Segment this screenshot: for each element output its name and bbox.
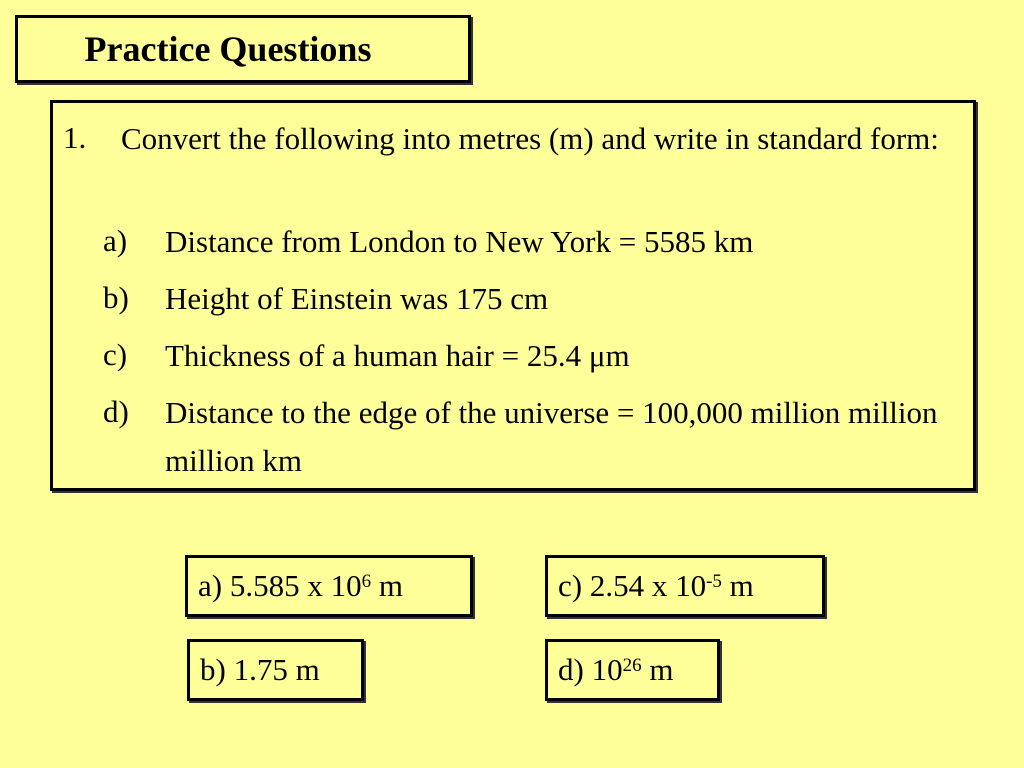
answer-d-prefix: d) 10 <box>558 652 623 687</box>
part-text: Thickness of a human hair = 25.4 μm <box>165 338 630 373</box>
question-text: Convert the following into metres (m) and write in standard form: <box>121 121 939 156</box>
part-letter: d) <box>103 394 129 429</box>
answer-a-prefix: a) 5.585 x 10 <box>198 568 362 603</box>
answer-a <box>185 555 473 617</box>
answer-a-exponent: 6 <box>361 571 372 592</box>
question-number: 1. <box>63 120 87 155</box>
question-box <box>50 100 976 491</box>
answer-c-prefix: c) 2.54 x 10 <box>558 568 707 603</box>
answer-c-exponent: -5 <box>706 571 722 592</box>
answer-b <box>187 639 364 701</box>
part-letter: b) <box>103 280 129 315</box>
answer-c <box>545 555 825 617</box>
answer-b-prefix: b) 1.75 m <box>200 652 320 687</box>
part-letter: a) <box>103 223 128 258</box>
part-text: Distance to the edge of the universe = 100,000 million million million km <box>165 395 938 478</box>
part-text: Height of Einstein was 175 cm <box>165 281 549 316</box>
part-text: Distance from London to New York = 5585 km <box>165 224 754 259</box>
title-box <box>15 15 471 83</box>
answer-d-exponent: 26 <box>622 655 642 676</box>
answer-d-suffix: m <box>641 652 674 687</box>
page-title: Practice Questions <box>84 29 372 69</box>
part-letter: c) <box>103 337 128 372</box>
answer-c-suffix: m <box>721 568 754 603</box>
answer-a-suffix: m <box>371 568 403 603</box>
answer-d <box>545 639 720 701</box>
